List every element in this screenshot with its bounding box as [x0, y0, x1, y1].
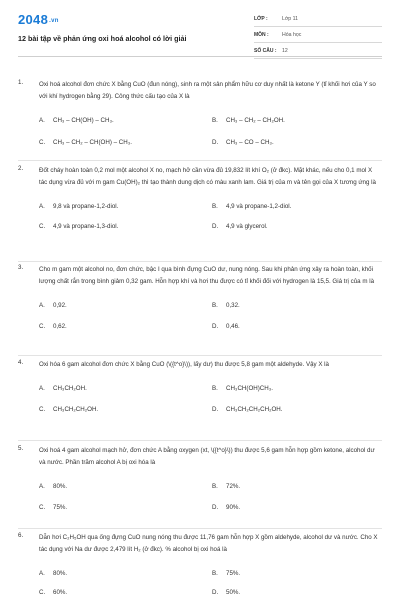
option-a[interactable]: A. 0,92.	[39, 302, 67, 309]
option-b[interactable]: B. 75%.	[212, 570, 241, 577]
meta-subject-row	[254, 29, 382, 43]
question-stem: Oxi hoá alcohol đơn chức X bằng CuO (đun nóng), sinh ra một sản phẩm hữu cơ duy nhất là ketone Y (tỉ khối hơi của Y so với khí hydrogen bằng 29). Công thức cấu tạo của X là	[39, 81, 376, 100]
option-c[interactable]: C. 75%.	[39, 504, 68, 511]
meta-class-row	[254, 13, 382, 27]
option-a[interactable]: A. 9,8 và propane-1,2-diol.	[39, 203, 119, 210]
header-divider	[18, 56, 382, 57]
question-divider	[18, 160, 382, 161]
option-c[interactable]: C. CH₃ – CH₂ – CH(OH) – CH₃.	[39, 139, 132, 146]
question-3	[18, 264, 382, 330]
option-d[interactable]: D. 90%.	[212, 504, 241, 511]
option-list	[39, 371, 382, 413]
option-list	[39, 288, 382, 330]
logo-text: 2048	[18, 12, 49, 27]
option-b[interactable]: B. 0,32.	[212, 302, 240, 309]
question-number: 5.	[18, 445, 24, 452]
question-number: 1.	[18, 79, 24, 86]
option-a[interactable]: A. 80%.	[39, 570, 68, 577]
question-4	[18, 359, 382, 413]
logo-suffix: .vn	[49, 17, 59, 24]
option-b[interactable]: B. 72%.	[212, 483, 241, 490]
option-list	[39, 103, 382, 145]
site-logo[interactable]	[18, 12, 59, 27]
option-list	[39, 469, 382, 511]
meta-class-label: LỚP :	[254, 16, 268, 23]
question-divider	[18, 440, 382, 441]
option-d[interactable]: D. 50%.	[212, 589, 241, 596]
option-a[interactable]: A. CH₃CH₂OH.	[39, 385, 87, 392]
option-d[interactable]: D. 0,46.	[212, 323, 240, 330]
option-b[interactable]: B. 4,9 và propane-1,2-diol.	[212, 203, 292, 210]
meta-count-label: SỐ CÂU :	[254, 48, 277, 55]
question-number: 2.	[18, 165, 24, 172]
option-d[interactable]: D. 4,9 và glycerol.	[212, 223, 268, 230]
option-b[interactable]: B. CH₃ – CH₂ – CH₂OH.	[212, 117, 285, 124]
question-6	[18, 532, 382, 598]
question-divider	[18, 261, 382, 262]
option-a[interactable]: A. CH₃ – CH(OH) – CH₃.	[39, 117, 114, 124]
meta-subject-value: Hóa học	[282, 32, 302, 39]
option-b[interactable]: B. CH₃CH(OH)CH₃.	[212, 385, 273, 392]
question-stem: Cho m gam một alcohol no, đơn chức, bậc I qua bình đựng CuO dư, nung nóng. Sau khi phản ứng xảy ra hoàn toàn, khối lượng chất rắn trong bình giảm 0,32 gam. Hỗn hợp khí và hơi thu được có tỉ khối đối với hydrogen là 15,5. Giá trị của m là	[39, 266, 375, 285]
option-list	[39, 556, 382, 598]
option-a[interactable]: A. 80%.	[39, 483, 68, 490]
question-2	[18, 165, 382, 231]
option-list	[39, 189, 382, 231]
question-5	[18, 445, 382, 511]
question-divider	[18, 528, 382, 529]
option-c[interactable]: C. 4,9 và propane-1,3-diol.	[39, 223, 119, 230]
option-c[interactable]: C. CH₃CH₂CH₂OH.	[39, 406, 99, 413]
question-stem: Dẫn hơi C₂H₅OH qua ống đựng CuO nung nóng thu được 11,76 gam hỗn hợp X gồm aldehyde, alcohol dư và nước. Cho X tác dụng với Na dư được 2,479 lít H₂ (ở đkc). % alcohol bị oxi hoá là	[39, 534, 378, 553]
option-c[interactable]: C. 60%.	[39, 589, 68, 596]
question-stem: Oxi hoá 4 gam alcohol mạch hở, đơn chức A bằng oxygen (xt, \({t^o}\)) thu được 5,6 gam hỗn hợp gồm ketone, alcohol dư và nước. Phần trăm alcohol A bị oxi hóa là	[39, 447, 375, 466]
option-d[interactable]: D. CH₃CH₂CH₂CH₂OH.	[212, 406, 283, 413]
question-number: 4.	[18, 359, 24, 366]
question-number: 6.	[18, 532, 24, 539]
option-c[interactable]: C. 0,62.	[39, 323, 67, 330]
document-meta	[254, 13, 382, 61]
question-stem: Oxi hóa 6 gam alcohol đơn chức X bằng CuO (\({t^o}\)), lấy dư) thu được 5,8 gam một aldehyde. Vậy X là	[39, 361, 329, 368]
meta-count-value: 12	[282, 48, 288, 55]
meta-class-value: Lớp 11	[282, 16, 298, 23]
question-1	[18, 79, 382, 145]
question-number: 3.	[18, 264, 24, 271]
question-divider	[18, 355, 382, 356]
document-title: 12 bài tập về phản ứng oxi hoá alcohol có lời giải	[18, 34, 187, 43]
question-stem: Đốt cháy hoàn toàn 0,2 mol một alcohol X no, mạch hở cần vừa đủ 19,832 lít khí O₂ (ở đkc). Mặt khác, nếu cho 0,1 mol X tác dụng vừa đủ với m gam Cu(OH)₂ thì tạo thành dung dịch có màu xanh lam. Giá trị của m và tên gọi của X tương ứng là	[39, 167, 376, 186]
option-d[interactable]: D. CH₃ – CO – CH₃.	[212, 139, 274, 146]
meta-subject-label: MÔN :	[254, 32, 269, 39]
